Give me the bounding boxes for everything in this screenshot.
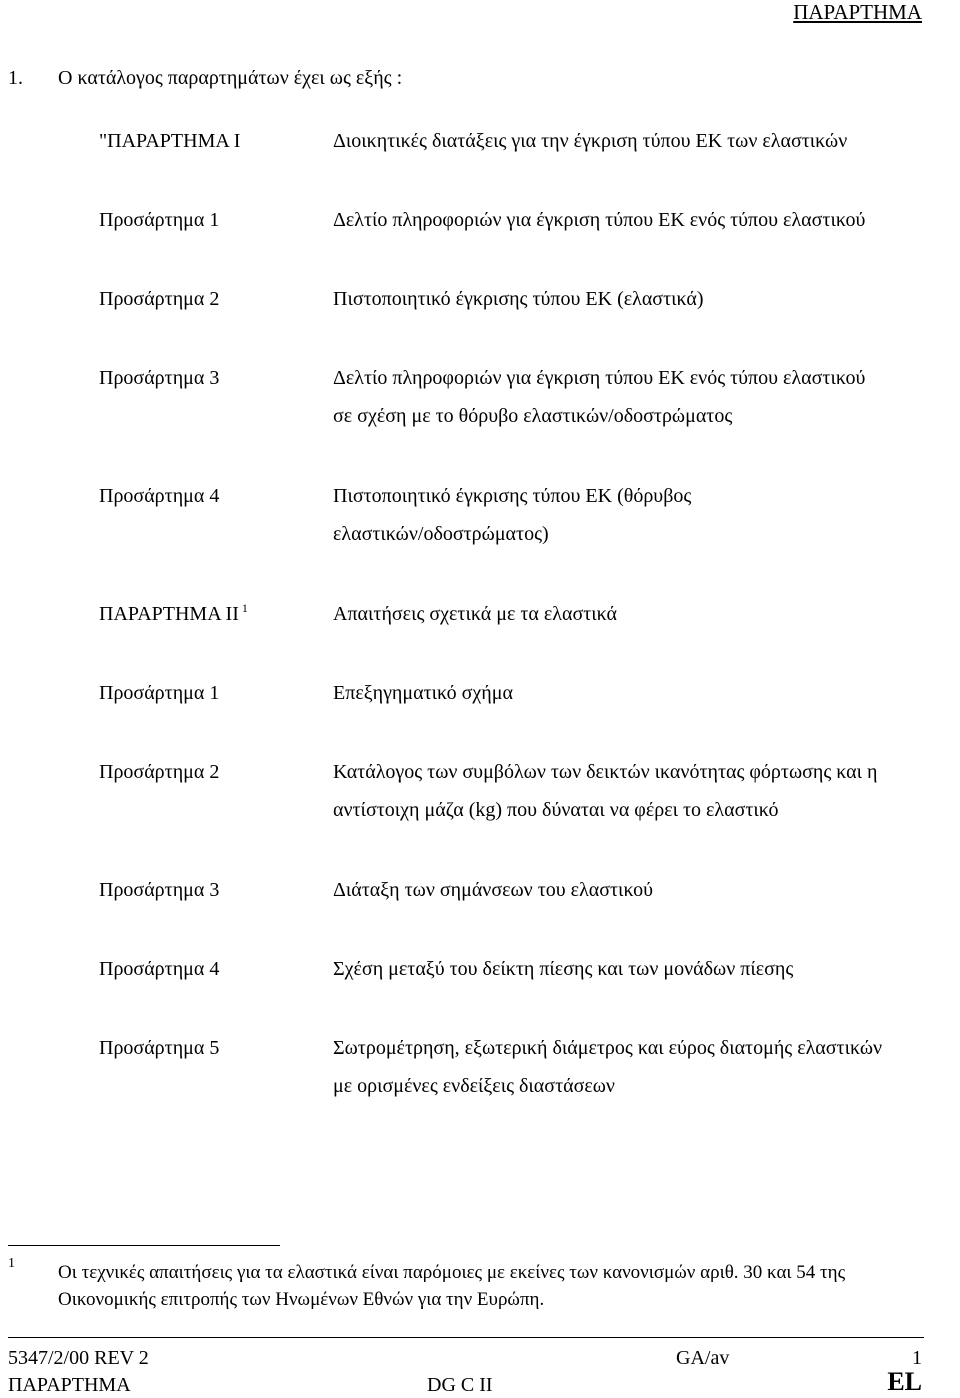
description-line: με ορισμένες ενδείξεις διαστάσεων: [333, 1075, 615, 1097]
appendix-description: [333, 1029, 882, 1105]
footnote-mark: 1: [8, 1256, 15, 1271]
appendix-label: Προσάρτημα 4: [99, 958, 220, 980]
footnote-reference: 1: [241, 601, 248, 615]
annex-label-text: ΠΑΡΑΡΤΗΜΑ ΙΙ: [99, 603, 239, 625]
footnote-text: Οι τεχνικές απαιτήσεις για τα ελαστικά είναι παρόμοιες με εκείνες των κανονισμών αριθ. 30 και 54 της Οικονομικής επιτροπής των Ηνωμένων Εθνών για την Ευρώπη.: [58, 1262, 846, 1310]
annex-label: [99, 602, 248, 628]
description-line: Απαιτήσεις σχετικά με τα ελαστικά: [333, 603, 618, 625]
footer-initials: GA/av: [676, 1347, 730, 1369]
annex-description: [333, 122, 847, 160]
description-line: Πιστοποιητικό έγκρισης τύπου ΕΚ (θόρυβος: [333, 485, 692, 507]
description-line: Πιστοποιητικό έγκρισης τύπου ΕΚ (ελαστικά): [333, 288, 704, 310]
description-line: Επεξηγηματικό σχήμα: [333, 682, 513, 704]
annex-label: "ΠΑΡΑΡΤΗΜΑ Ι: [99, 130, 241, 152]
appendix-label: Προσάρτημα 5: [99, 1037, 220, 1059]
description-line: Διάταξη των σημάνσεων του ελαστικού: [333, 879, 653, 901]
appendix-description: [333, 950, 793, 988]
appendix-label: Προσάρτημα 2: [99, 761, 220, 783]
description-line: Δελτίο πληροφοριών για έγκριση τύπου ΕΚ ενός τύπου ελαστικού: [333, 209, 866, 231]
description-line: σε σχέση με το θόρυβο ελαστικών/οδοστρώματος: [333, 405, 733, 427]
appendix-description: [333, 359, 865, 435]
description-line: Σωτρομέτρηση, εξωτερική διάμετρος και εύρος διατομής ελαστικών: [333, 1037, 883, 1059]
intro-number: 1.: [8, 67, 23, 89]
description-line: ελαστικών/οδοστρώματος): [333, 523, 549, 545]
description-line: αντίστοιχη μάζα (kg) που δύναται να φέρει το ελαστικό: [333, 799, 779, 821]
description-line: Σχέση μεταξύ του δείκτη πίεσης και των μονάδων πίεσης: [333, 958, 794, 980]
appendix-label: Προσάρτημα 3: [99, 367, 220, 389]
annex-description: [333, 595, 617, 633]
description-line: Κατάλογος των συμβόλων των δεικτών ικανότητας φόρτωσης και η: [333, 761, 878, 783]
footer-page-number: 1: [912, 1347, 922, 1369]
appendix-description: [333, 674, 513, 712]
intro-text: Ο κατάλογος παραρτημάτων έχει ως εξής :: [58, 67, 403, 89]
footnote-separator: [8, 1245, 280, 1246]
appendix-description: [333, 477, 691, 553]
appendix-label: Προσάρτημα 1: [99, 682, 220, 704]
footer-separator: [8, 1337, 924, 1338]
footer-dg: DG C II: [427, 1374, 493, 1396]
appendix-label: Προσάρτημα 3: [99, 879, 220, 901]
description-line: Διοικητικές διατάξεις για την έγκριση τύπου ΕΚ των ελαστικών: [333, 130, 848, 152]
appendix-description: [333, 201, 865, 239]
footer-section: ΠΑΡΑΡΤΗΜΑ: [8, 1374, 131, 1396]
page-header-title: ΠΑΡΑΡΤΗΜΑ: [793, 0, 922, 24]
footer-language: EL: [887, 1367, 922, 1396]
appendix-description: [333, 280, 704, 318]
footer-doc-ref: 5347/2/00 REV 2: [8, 1347, 149, 1369]
appendix-label: Προσάρτημα 4: [99, 485, 220, 507]
appendix-label: Προσάρτημα 1: [99, 209, 220, 231]
description-line: Δελτίο πληροφοριών για έγκριση τύπου ΕΚ ενός τύπου ελαστικού: [333, 367, 866, 389]
appendix-description: [333, 753, 878, 829]
appendix-description: [333, 871, 653, 909]
appendix-label: Προσάρτημα 2: [99, 288, 220, 310]
